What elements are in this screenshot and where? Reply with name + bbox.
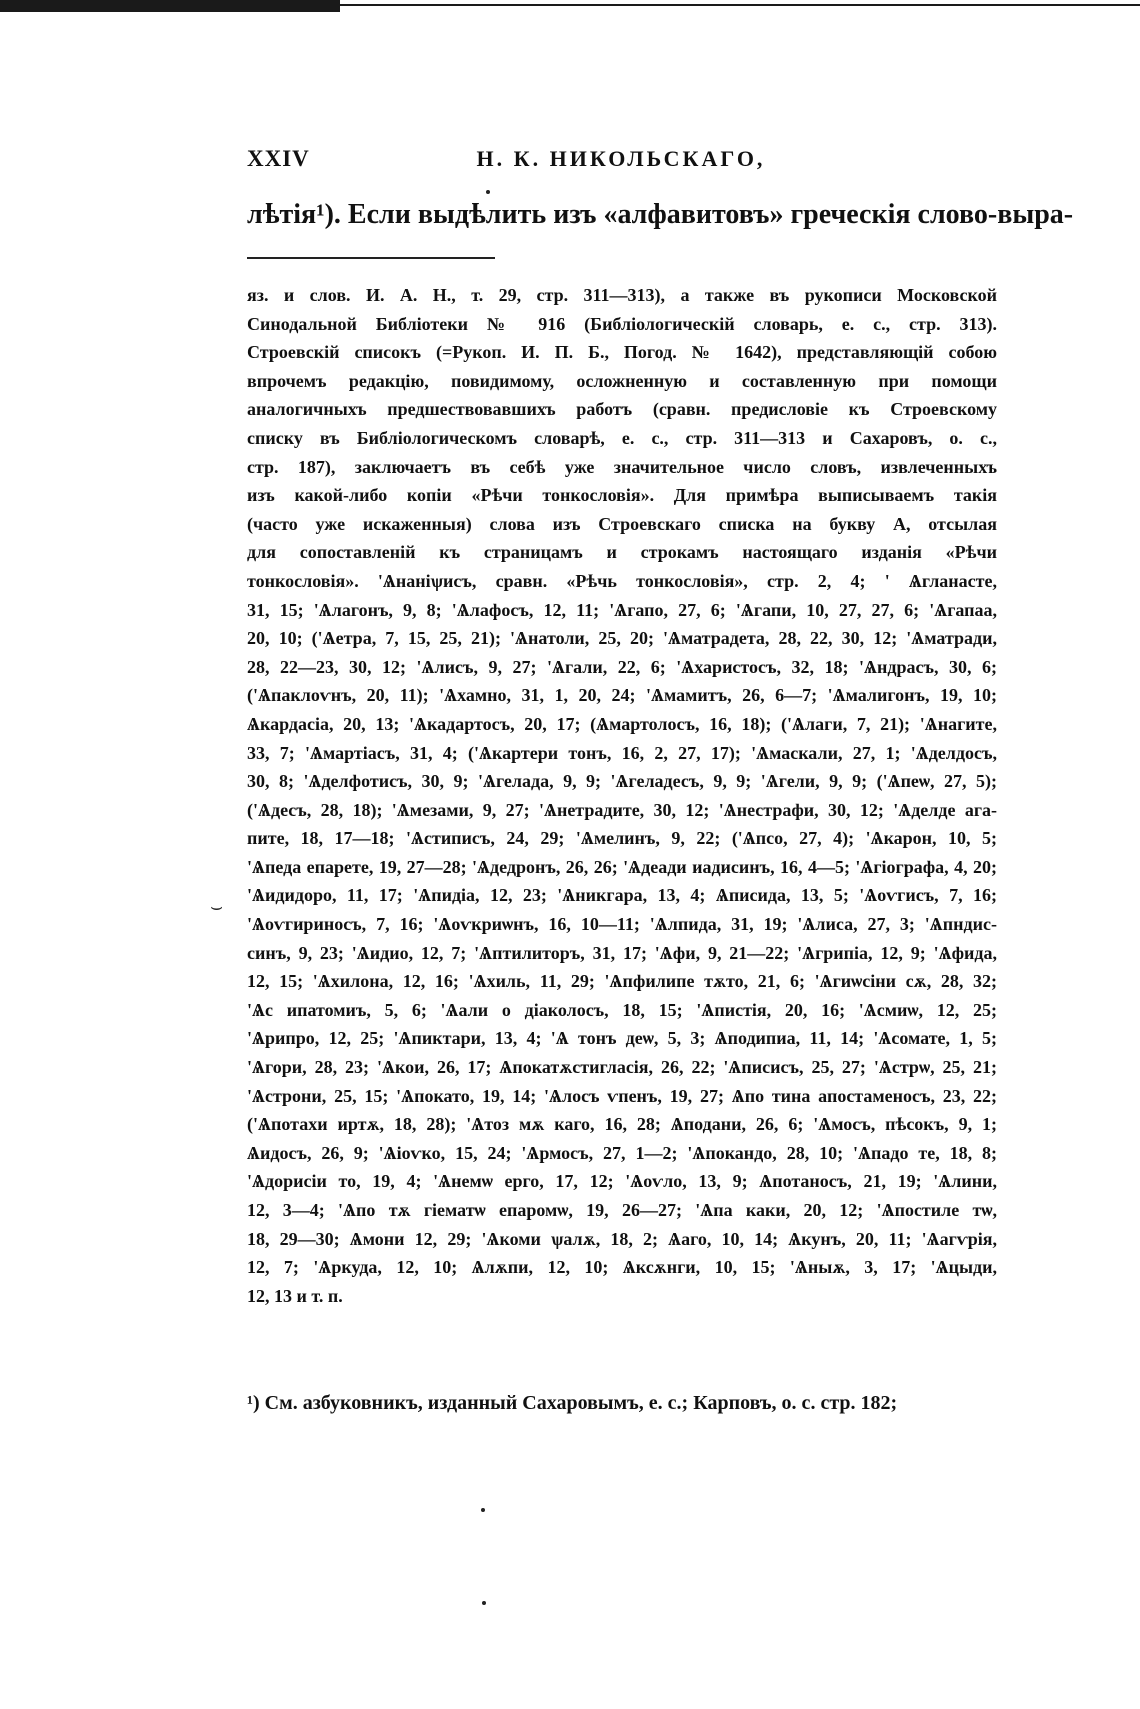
footnote-line: 'Ѧоѵгириносъ, 7, 16; 'Ѧоѵкриѡнъ, 16, 10—11; 'Ѧлпида, 31, 19; 'Ѧлиса, 27, 3; 'Ѧпндис- [247,914,997,935]
footnote-line: синъ, 9, 23; 'Ѧидио, 12, 7; 'Ѧптилиторъ, 31, 17; 'Ѧфи, 9, 21—22; 'Ѧгрипіа, 12, 9; 'Ѧфида, [247,942,997,963]
footnote-line: списку въ Библіологическомъ словарѣ, е. с., стр. 311—313 и Сахаровъ, о. с., [247,427,997,448]
margin-mark: ⌣ [210,896,224,918]
footnote-line: ('Ѧдесъ, 28, 18); 'Ѧмезами, 9, 27; 'Ѧнетрадите, 30, 12; 'Ѧнестрафи, 30, 12; 'Ѧделде ага- [247,799,997,820]
footnote-line: впрочемъ редакцію, повидимому, осложненную и составленную при помощи [247,370,997,391]
footnote-line: Ѧидосъ, 26, 9; 'Ѧіоѵко, 15, 24; 'Ѧрмосъ, 27, 1—2; 'Ѧпокандо, 28, 10; 'Ѧпадо те, 18, 8; [247,1142,997,1163]
scan-edge [0,0,340,12]
footnote-line: 'Ѧидидоро, 11, 17; 'Ѧпидіа, 12, 23; 'Ѧникгара, 13, 4; Ѧписида, 13, 5; 'Ѧоѵгисъ, 7, 16; [247,885,997,906]
running-head: Н. К. НИКОЛЬСКАГО, [476,146,766,171]
footnote-line: 12, 3—4; 'Ѧпо тѫ гіематѡ епаромѡ, 19, 26—27; 'Ѧпа каки, 20, 12; 'Ѧпостиле тѡ, [247,1200,997,1220]
body-text-line: лѣтія¹). Если выдѣлить изъ «алфавитовъ» греческія слово-выра- [247,199,1074,230]
footnote-line: 33, 7; 'Ѧмартіасъ, 31, 4; ('Ѧкартери тонъ, 16, 2, 27, 17); 'Ѧмаскали, 27, 1; 'Ѧделдосъ, [247,742,997,763]
footnote-line: Ѧкардасіа, 20, 13; 'Ѧкадартосъ, 20, 17; (Ѧмартолосъ, 16, 18); ('Ѧлаги, 7, 21); 'Ѧнагите, [247,713,997,734]
footnote-block [247,281,997,1310]
footnote-line: яз. и слов. И. А. Н., т. 29, стр. 311—313), а также въ рукописи Московской [247,285,997,305]
footnote-line: 'Ѧгори, 28, 23; 'Ѧкои, 26, 17; Ѧпокатѫстигласія, 26, 22; 'Ѧписисъ, 25, 27; 'Ѧстрѡ, 25, 21; [247,1057,997,1078]
footnote-line: (часто уже искаженныя) слова изъ Строевскаго списка на букву А, отсылая [247,513,997,534]
footnote-line: 'Ѧстрони, 25, 15; 'Ѧпокато, 19, 14; 'Ѧлосъ ѵпенъ, 19, 27; Ѧпо тина апостаменосъ, 23, 22; [247,1085,997,1106]
footnote-line: пите, 18, 17—18; 'Ѧстиписъ, 24, 29; 'Ѧмелинъ, 9, 22; ('Ѧпсо, 27, 4); 'Ѧкарон, 10, 5; [247,828,997,849]
speck [486,190,490,194]
footnote-line: 18, 29—30; Ѧмони 12, 29; 'Ѧкоми ѱалѫ, 18, 2; Ѧаго, 10, 14; Ѧкунъ, 20, 11; 'Ѧагѵрія, [247,1228,997,1249]
footnote-line: 28, 22—23, 30, 12; 'Ѧлисъ, 9, 27; 'Ѧгали, 22, 6; 'Ѧхаристосъ, 32, 18; 'Ѧндрасъ, 30, 6; [247,656,997,677]
footnote-line: 'Ѧрипро, 12, 25; 'Ѧпиктари, 13, 4; 'Ѧ тонъ деѡ, 5, 3; Ѧподипиа, 11, 14; 'Ѧсомате, 1, 5; [247,1028,997,1049]
page-number: XXIV [247,146,310,171]
footnote-line: тонкословія». 'Ѧнаніѱисъ, сравн. «Рѣчь тонкословія», стр. 2, 4; ' Ѧгланасте, [247,570,997,591]
footnote-line: стр. 187), заключаетъ въ себѣ уже значительное число словъ, извлеченныхъ [247,456,997,477]
footnote-line: 31, 15; 'Ѧлагонъ, 9, 8; 'Ѧлафосъ, 12, 11; 'Ѧгапо, 27, 6; 'Ѧгапи, 10, 27, 27, 6; 'Ѧгапаа, [247,599,997,620]
footnote-line: 'Ѧс ипатомиъ, 5, 6; 'Ѧали о діаколосъ, 18, 15; 'Ѧпистія, 20, 16; 'Ѧсмиѡ, 12, 25; [247,999,997,1020]
speck [481,1508,485,1512]
footnote-line: аналогичныхъ предшествовавшихъ работъ (сравн. предисловіе къ Строевскому [247,399,997,420]
footnote-line: для сопоставленій къ страницамъ и строкамъ настоящаго изданія «Рѣчи [247,542,997,563]
footnote-line: изъ какой-либо копіи «Рѣчи тонкословія». Для примѣра выписываемъ такія [247,485,997,506]
footnote-line: Синодальной Библіотеки № 916 (Библіологическій словарь, е. с., стр. 313). [247,313,997,334]
footnote-line: 20, 10; ('Ѧетра, 7, 15, 25, 21); 'Ѧнатоли, 25, 20; 'Ѧматрадета, 28, 22, 30, 12; 'Ѧматради, [247,628,997,649]
speck [482,1601,486,1605]
footnote-line: 12, 7; 'Ѧркуда, 12, 10; Ѧлѫпи, 12, 10; Ѧксѫнги, 10, 15; 'Ѧныѫ, 3, 17; 'Ѧцыди, [247,1257,997,1278]
footnote-line: Строевскій списокъ (=Рукоп. И. П. Б., Погод. № 1642), представляющій собою [247,342,997,363]
footnote-line: 'Ѧдорисіи то, 19, 4; 'Ѧнемѡ ерго, 17, 12; 'Ѧоѵло, 13, 9; Ѧпотаносъ, 21, 19; 'Ѧлини, [247,1171,997,1192]
footnote-line: 12, 15; 'Ѧхилона, 12, 16; 'Ѧхиль, 11, 29; 'Ѧпфилипе тѫто, 21, 6; 'Ѧгиѡсіни сѫ, 28, 32; [247,971,997,992]
footnote-line: 30, 8; 'Ѧделфотисъ, 30, 9; 'Ѧгелада, 9, 9; 'Ѧгеладесъ, 9, 9; 'Ѧгели, 9, 9; ('Ѧпеѡ, 27, 5); [247,771,997,792]
footnote-2: ¹) См. азбуковникъ, изданный Сахаровымъ, е. с.; Карповъ, о. с. стр. 182; [247,1392,898,1414]
footnote-line: ('Ѧпаклоѵнъ, 20, 11); 'Ѧхамно, 31, 1, 20, 24; 'Ѧмамитъ, 26, 6—7; 'Ѧмалигонъ, 19, 10; [247,685,997,706]
page-header [247,146,995,176]
footnote-line: 12, 13 и т. п. [247,1285,343,1306]
footnote-line: 'Ѧпеда епарете, 19, 27—28; 'Ѧдедронъ, 26, 26; 'Ѧдеади иадисинъ, 16, 4—5; 'Ѧгіографа, 4, 20; [247,856,997,877]
footnote-rule [247,257,495,259]
footnote-line: ('Ѧпотахи иртѫ, 18, 28); 'Ѧтоз мѫ каго, 16, 28; Ѧподани, 26, 6; 'Ѧмосъ, пѣсокъ, 9, 1; [247,1114,997,1135]
